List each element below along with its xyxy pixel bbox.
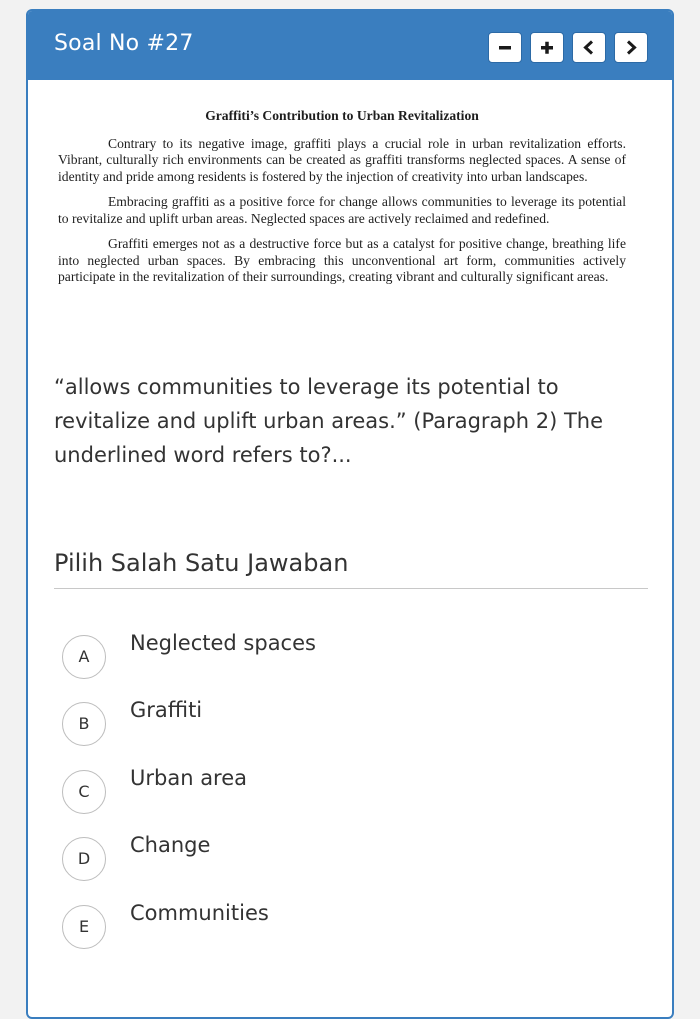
next-question-button[interactable] [614, 32, 648, 63]
chevron-left-icon [573, 33, 605, 62]
answer-option-e[interactable] [62, 901, 462, 951]
divider [54, 588, 648, 589]
chevron-right-icon [615, 33, 647, 62]
answer-option-d[interactable] [62, 833, 462, 883]
passage-paragraph-3: Graffiti emerges not as a destructive force but as a catalyst for positive change, breathing life into neglected urban spaces. By embracing this unconventional art form, communities actively participate in the revitalization of their surroundings, creating vibrant and culturally significant areas. [58, 236, 626, 284]
option-label[interactable]: Urban area [130, 766, 248, 790]
question-number-title: Soal No #27 [54, 31, 194, 56]
increase-font-button[interactable] [530, 32, 564, 63]
passage-paragraph-2: Embracing graffiti as a positive force for change allows communities to leverage its potential to revitalize and uplift urban areas. Neglected spaces are actively reclaimed and redefined. [58, 194, 626, 226]
option-label[interactable]: Neglected spaces [130, 631, 316, 655]
question-text: “allows communities to leverage its potential to revitalize and uplift urban areas.” (Paragraph 2) The underlined word refers to?... [54, 375, 604, 467]
option-label[interactable]: Graffiti [130, 698, 203, 722]
option-letter-badge[interactable]: C [62, 770, 106, 814]
passage-paragraph-1: Contrary to its negative image, graffiti plays a crucial role in urban revitalization efforts. Vibrant, culturally rich environments can be created as graffiti transforms neglected spaces. A sense of identity and pride among residents is fostered by the injection of creativity into urban landscapes. [58, 135, 626, 184]
answer-option-a[interactable] [62, 631, 462, 681]
option-letter-badge[interactable]: E [62, 905, 106, 949]
passage-title: Graffiti’s Contribution to Urban Revitalization [205, 108, 479, 123]
option-label[interactable]: Communities [130, 901, 269, 925]
reading-passage [58, 108, 626, 295]
plus-icon [531, 33, 563, 62]
answer-option-b[interactable] [62, 698, 462, 748]
option-label[interactable]: Change [130, 833, 211, 857]
decrease-font-button[interactable] [488, 32, 522, 63]
question-card [26, 9, 674, 1019]
option-letter-badge[interactable]: D [62, 837, 106, 881]
answer-section-title: Pilih Salah Satu Jawaban [54, 549, 349, 577]
answer-option-c[interactable] [62, 766, 462, 816]
previous-question-button[interactable] [572, 32, 606, 63]
option-letter-badge[interactable]: A [62, 635, 106, 679]
question-header [28, 11, 672, 80]
option-letter-badge[interactable]: B [62, 702, 106, 746]
minus-icon [489, 33, 521, 62]
